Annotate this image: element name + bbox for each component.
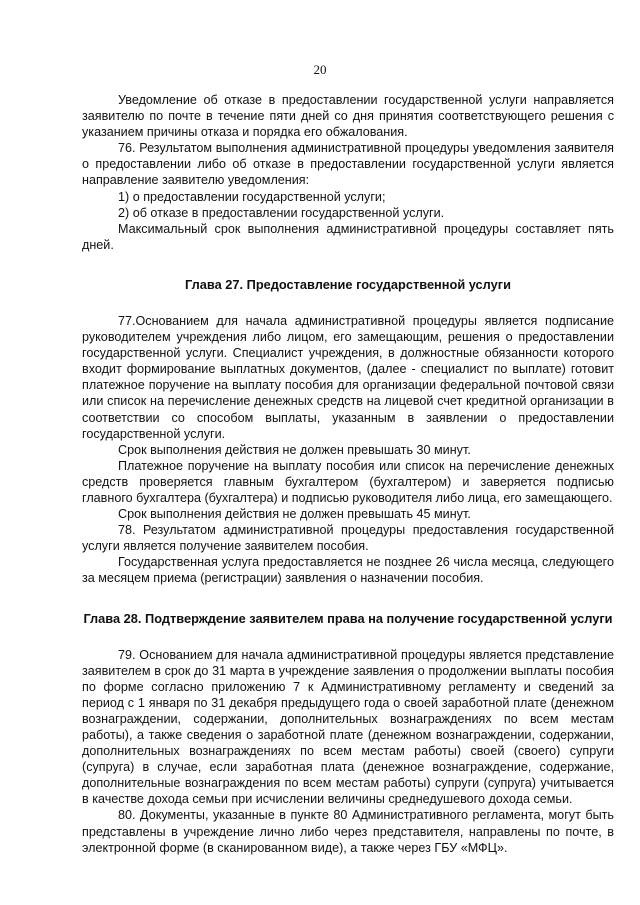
paragraph: Срок выполнения действия не должен превышать 30 минут. (118, 442, 471, 457)
page-number: 20 (313, 62, 327, 77)
paragraph: 78. Результатом административной процедуры предоставления государственной услуги является получение заявителем пособия. (82, 523, 614, 554)
paragraph: 77.Основанием для начала административной процедуры является подписание руководителем учреждения либо лицом, его замещающим, решения о предоставлении государственной услуги. Специалист учреждения, в должностные обязанности которого входит формирование выплатных документов, (далее - специалист по выплате) готовит платежное поручение на выплату пособия для организации федеральной почтовой связи или список на перечисление денежных средств на лицевой счет кредитной организации в соответствии со способом выплаты, указанным в заявлении о предоставлении государственной услуги. (82, 313, 614, 441)
list-item: 2) об отказе в предоставлении государственной услуги. (118, 205, 445, 220)
paragraph: 76. Результатом выполнения административной процедуры уведомления заявителя о предоставлении либо об отказе в предоставлении государственной услуги является направление заявителю уведомления: (82, 141, 614, 188)
paragraph: 79. Основанием для начала административной процедуры является представление заявителем в срок до 31 марта в учреждение заявления о продолжении выплаты пособия по форме согласно приложению 7 к Административному регламенту и сведений за период с 1 января по 31 декабря предыдущего года о своей заработной плате (денежном вознаграждении, содержании, дополнительных вознаграждениях по всем местам работы), а также сведения о заработной плате (денежном вознаграждении, содержании, дополнительных вознаграждениях по всем местам работы) своей (своего) супруги (супруга) в случае, если заработная плата (денежное вознаграждение, содержание, дополнительные вознаграждения по всем местам работы) супруги (супруга) учитывается в качестве дохода семьи при исчислении величины среднедушевого дохода семьи. (82, 647, 614, 807)
paragraph: Платежное поручение на выплату пособия или список на перечисление денежных средств проверяется главным бухгалтером (бухгалтером) и заверяется подписью главного бухгалтера (бухгалтера) и подписью руководителя либо лица, его замещающего. (82, 458, 614, 505)
paragraph: Максимальный срок выполнения административной процедуры составляет пять дней. (82, 221, 614, 252)
paragraph: Государственная услуга предоставляется не позднее 26 числа месяца, следующего за месяцем приема (регистрации) заявления о назначении пособия. (82, 555, 614, 586)
paragraph: Уведомление об отказе в предоставлении государственной услуги направляется заявителю по почте в течение пяти дней со дня принятия соответствующего решения с указанием причины отказа и порядка его обжалования. (82, 93, 614, 140)
list-item: 1) о предоставлении государственной услуги; (118, 189, 386, 204)
chapter-heading-27: Глава 27. Предоставление государственной услуги (185, 276, 511, 292)
paragraph: 80. Документы, указанные в пункте 80 Административного регламента, могут быть представлены в учреждение лично либо через представителя, направлены по почте, в электронной форме (в сканированном виде), а также через ГБУ «МФЦ». (82, 808, 614, 855)
chapter-heading-28: Глава 28. Подтверждение заявителем права на получение государственной услуги (83, 610, 613, 626)
document-body (82, 92, 614, 856)
paragraph: Срок выполнения действия не должен превышать 45 минут. (118, 507, 471, 522)
